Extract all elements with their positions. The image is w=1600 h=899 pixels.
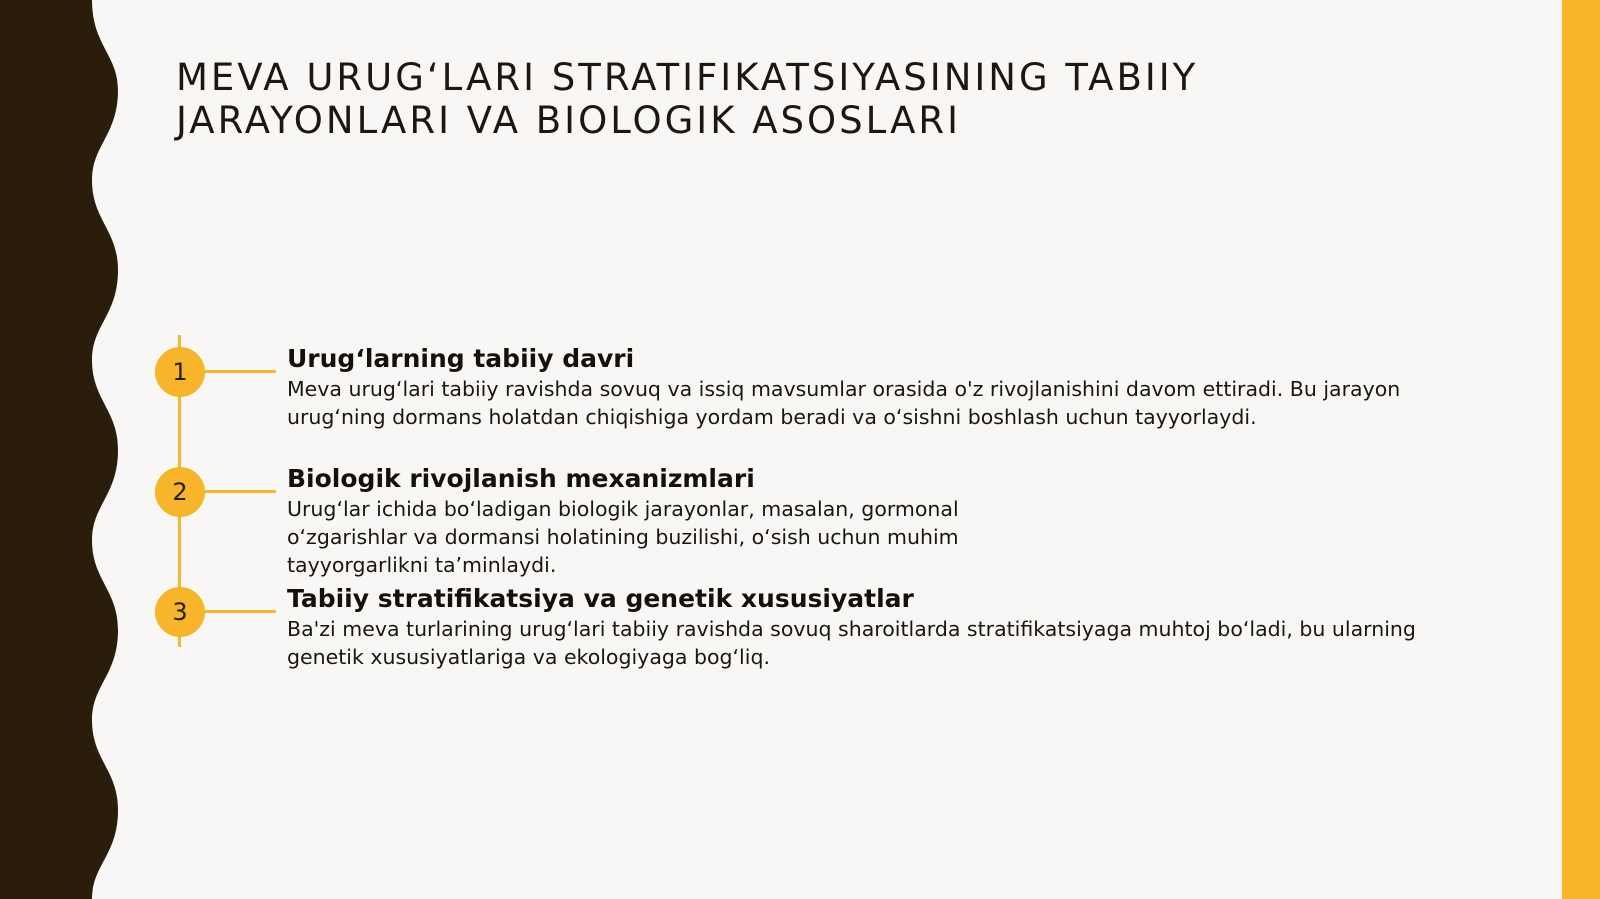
timeline-item-text: Meva urug‘lari tabiiy ravishda sovuq va issiq mavsumlar orasida o'z rivojlanishini davom ettiradi. Bu jarayon urug‘ning dormans holatdan chiqishiga yordam beradi va o‘sishni boshlash uchun tayyorlaydi.: [287, 377, 1401, 429]
timeline-connector-2: [205, 490, 276, 493]
timeline-connector-3: [205, 610, 276, 613]
timeline-item-heading: Biologik rivojlanish mexanizmlari: [287, 464, 755, 493]
timeline-item-text: Urug‘lar ichida bo‘ladigan biologik jarayonlar, masalan, gormonal o‘zgarishlar va dormansi holatining buzilishi, o‘sish uchun muhim tayyorgarlikni ta’minlaydi.: [287, 497, 959, 577]
timeline-item-heading: Tabiiy stratifikatsiya va genetik xususiyatlar: [287, 584, 914, 613]
timeline-item-3: [287, 583, 1417, 671]
timeline-connector-1: [205, 370, 276, 373]
timeline-node-3: 3: [155, 587, 205, 637]
timeline-item-text: Ba'zi meva turlarining urug‘lari tabiiy ravishda sovuq sharoitlarda stratifikatsiyaga muhtoj bo‘ladi, bu ularning genetik xususiyatlariga va ekologiyaga bog‘liq.: [287, 617, 1416, 669]
timeline-node-2: 2: [155, 467, 205, 517]
slide-title: MEVA URUG‘LARI STRATIFIKATSIYASINING TABIIY JARAYONLARI VA BIOLOGIK ASOSLARI: [176, 56, 1199, 142]
timeline-item-1: [287, 343, 1467, 431]
timeline-item-2: [287, 463, 1007, 579]
timeline-item-heading: Urug‘larning tabiiy davri: [287, 344, 635, 373]
decorative-wave-band: [0, 0, 140, 899]
timeline-node-1: 1: [155, 347, 205, 397]
accent-side-bar: [1562, 0, 1600, 899]
